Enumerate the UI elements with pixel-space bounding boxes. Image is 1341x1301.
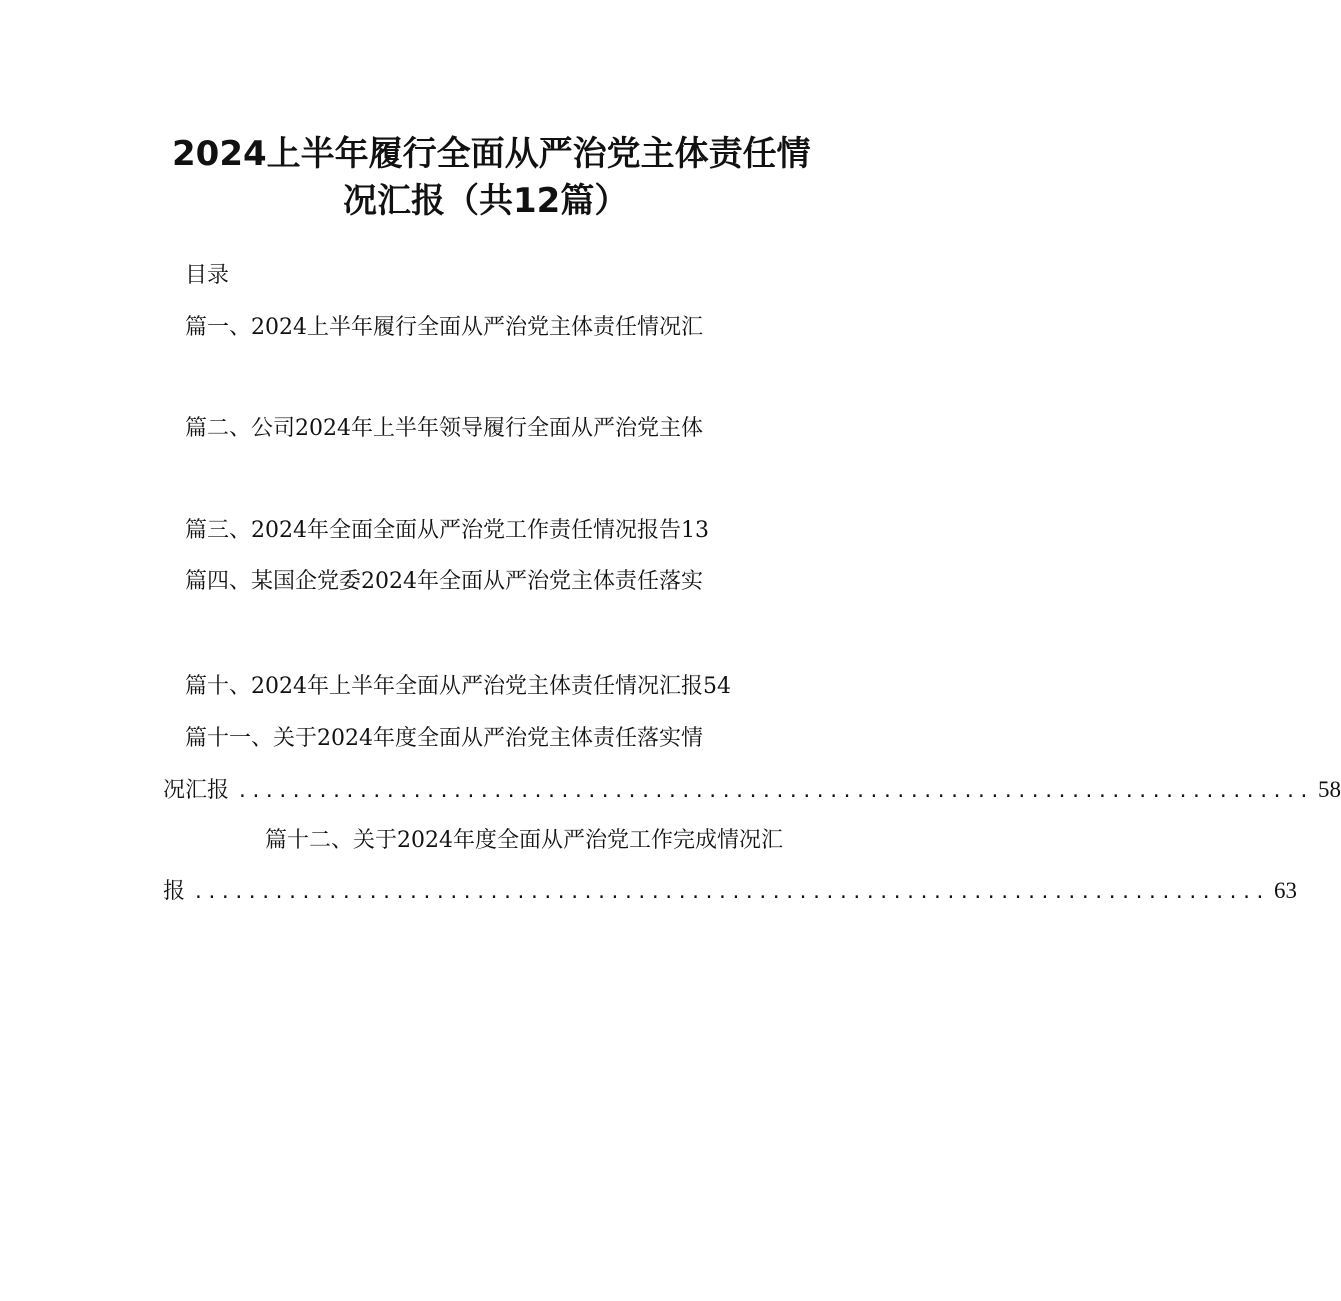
toc-entry-12[interactable]: 篇十二、关于2024年度全面从严治党工作完成情况汇	[265, 828, 783, 853]
toc-continuation-text: 报	[163, 879, 186, 904]
toc-entry-11-continuation[interactable]	[163, 775, 1341, 805]
toc-entry-11[interactable]: 篇十一、关于2024年度全面从严治党主体责任落实情	[185, 726, 703, 751]
toc-entry-3[interactable]: 篇三、2024年全面全面从严治党工作责任情况报告13	[185, 518, 709, 543]
toc-continuation-text: 况汇报	[163, 778, 230, 803]
toc-entry-1[interactable]: 篇一、2024上半年履行全面从严治党主体责任情况汇	[185, 315, 703, 340]
toc-entry-4[interactable]: 篇四、某国企党委2024年全面从严治党主体责任落实	[185, 569, 703, 594]
document-title-line-2: 况汇报（共12篇）	[343, 181, 629, 221]
toc-entry-10[interactable]: 篇十、2024年上半年全面从严治党主体责任情况汇报54	[185, 674, 731, 699]
toc-leader-dots: ................................................................................	[237, 781, 1312, 802]
toc-heading: 目录	[185, 263, 230, 288]
toc-entry-12-continuation[interactable]	[163, 876, 1297, 906]
toc-page-number: 63	[1273, 878, 1297, 903]
document-title-line-1: 2024上半年履行全面从严治党主体责任情	[172, 134, 811, 174]
toc-entry-2[interactable]: 篇二、公司2024年上半年领导履行全面从严治党主体	[185, 416, 703, 441]
toc-leader-dots: ................................................................................	[193, 882, 1268, 903]
toc-page-number: 58	[1317, 777, 1341, 802]
